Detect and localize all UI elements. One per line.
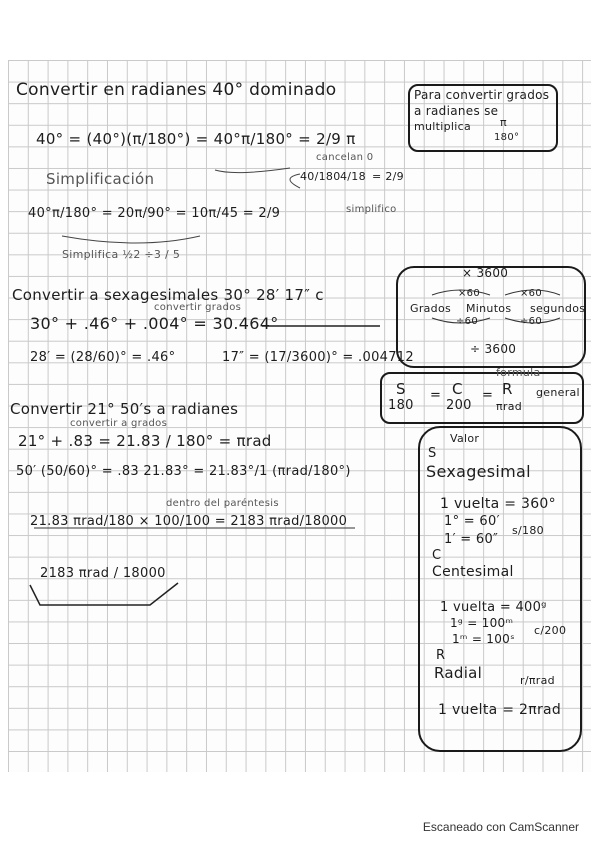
conv-bottom: ÷ 3600 — [470, 342, 517, 356]
formula-eq1: = — [430, 388, 442, 403]
conv-segundos: segundos — [530, 302, 586, 315]
scanner-watermark: Escaneado con CamScanner — [422, 820, 579, 834]
formula-general: general — [536, 386, 580, 399]
ex1-simplifico: simplifico — [346, 204, 397, 215]
panel-c: C — [432, 548, 442, 563]
panel-sx1: 1 vuelta = 360° — [440, 496, 556, 512]
rule-line-3: multiplica — [414, 120, 471, 133]
panel-radial: Radial — [434, 664, 483, 682]
formula-eq2: = — [482, 388, 494, 403]
ex3-note2: dentro del paréntesis — [166, 498, 279, 509]
formula-s: S — [396, 380, 406, 398]
panel-r1: 1 vuelta = 2πrad — [438, 702, 562, 718]
formula-200: 200 — [446, 398, 472, 413]
ex2-line2b: 17″ = (17/3600)° = .004712 — [222, 350, 414, 365]
panel-sexagesimal: Sexagesimal — [426, 462, 531, 481]
ex1-comment: cancelan 0 — [316, 152, 374, 163]
ex2-note: convertir grados — [154, 302, 242, 313]
conv-x60a: ×60 — [458, 288, 481, 299]
ex3-note: convertir a grados — [70, 418, 168, 429]
ex3-title: Convertir 21° 50′s a radianes — [10, 400, 239, 418]
formula-180: 180 — [388, 398, 414, 413]
formula-pirad: πrad — [496, 400, 523, 413]
conv-minutos: Minutos — [466, 302, 512, 315]
conv-grados: Grados — [410, 302, 452, 315]
formula-label: formula — [496, 366, 541, 379]
ex3-result: 2183 πrad / 18000 — [40, 566, 166, 581]
conv-d60b: ÷60 — [520, 316, 543, 327]
panel-valor: Valor — [450, 432, 480, 445]
ex1-simplificacion: Simplificación — [46, 170, 155, 188]
conv-top: × 3600 — [462, 266, 509, 280]
panel-r: R — [436, 648, 446, 663]
panel-centesimal: Centesimal — [432, 564, 514, 580]
ex1-frac-c: = 2/9 — [372, 170, 404, 183]
panel-sx-frac: s/180 — [512, 524, 544, 537]
panel-sx3: 1′ = 60″ — [444, 532, 499, 547]
ex1-line2: 40°π/180° = 20π/90° = 10π/45 = 2/9 — [28, 206, 281, 221]
rule-frac-den: 180° — [494, 132, 520, 143]
panel-sx2: 1° = 60′ — [444, 514, 500, 529]
panel-c1: 1 vuelta = 400ᵍ — [440, 600, 547, 615]
formula-r: R — [502, 380, 513, 398]
panel-c-frac: c/200 — [534, 624, 567, 637]
formula-c: C — [452, 380, 463, 398]
rule-line-1: Para convertir grados — [414, 88, 550, 102]
ex1-frac-a: 40/180 — [300, 170, 341, 183]
ex2-line1: 30° + .46° + .004° = 30.464° — [30, 314, 279, 333]
panel-c3: 1ᵐ = 100ˢ — [452, 632, 515, 646]
rule-line-2: a radianes se — [414, 104, 499, 118]
ex1-frac-b: 4/18 — [340, 170, 366, 183]
panel-c2: 1ᵍ = 100ᵐ — [450, 616, 514, 630]
ex3-line2: 50′ (50/60)° = .83 21.83° = 21.83°/1 (πrad/180°) — [16, 464, 351, 479]
ex3-line1: 21° + .83 = 21.83 / 180° = πrad — [18, 432, 272, 450]
panel-r-frac: r/πrad — [520, 674, 555, 687]
conv-d60a: ÷60 — [456, 316, 479, 327]
ex2-line2a: 28′ = (28/60)° = .46° — [30, 350, 176, 365]
ex1-line: 40° = (40°)(π/180°) = 40°π/180° = 2/9 π — [36, 130, 356, 148]
ex2-title: Convertir a sexagesimales 30° 28′ 17″ c — [12, 286, 324, 304]
ex1-note: Simplifica ½2 ÷3 / 5 — [62, 248, 181, 261]
rule-frac-num: π — [500, 116, 507, 129]
ex3-line3: 21.83 πrad/180 × 100/100 = 2183 πrad/18000 — [30, 514, 348, 529]
page-title: Convertir en radianes 40° dominado — [16, 80, 337, 100]
conv-x60b: ×60 — [520, 288, 543, 299]
panel-s: S — [428, 446, 437, 461]
